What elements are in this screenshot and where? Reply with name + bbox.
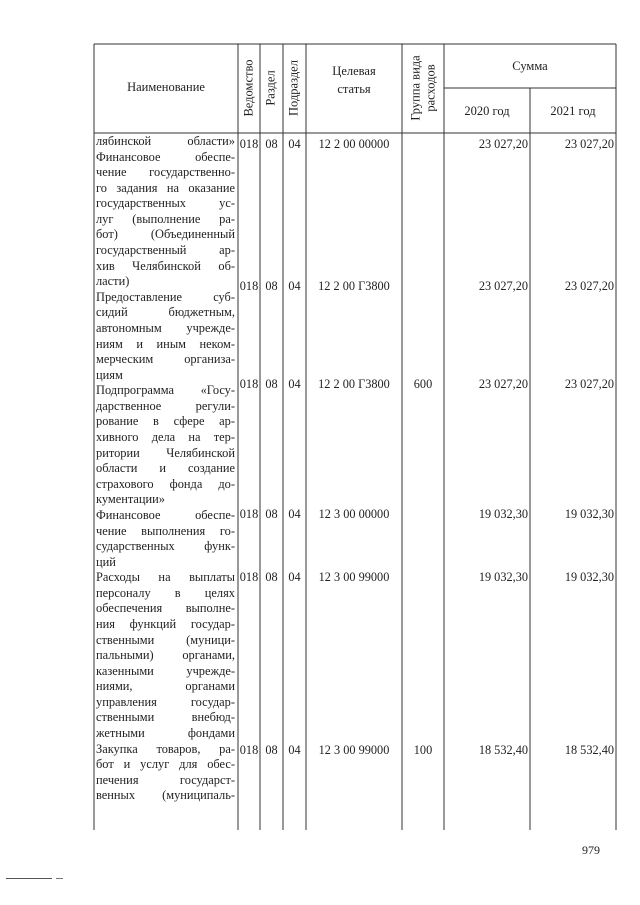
page-number: 979 <box>582 843 600 857</box>
name-line: Закупка товаров, ра- <box>96 741 235 756</box>
name-line: области и создание <box>96 461 235 476</box>
name-line: Расходы на выплаты <box>96 570 235 585</box>
header-group-line1: Группа вида <box>408 55 423 121</box>
name-line: автономным учрежде- <box>96 320 235 335</box>
name-line: ритории Челябинской <box>96 445 235 460</box>
name-line: го задания на оказание <box>96 180 235 195</box>
name-line: кументации» <box>96 492 166 507</box>
name-line: жетными фондами <box>96 726 235 741</box>
cell-sum-2020: 23 027,20 <box>478 137 528 151</box>
cell-target: 12 3 00 99000 <box>318 570 390 584</box>
name-line: печения государст- <box>96 772 235 787</box>
name-line: казенными учрежде- <box>96 663 235 678</box>
name-line: рование в сфере ар- <box>96 414 235 429</box>
name-line: пальными) органами, <box>96 648 235 663</box>
cell-sum-2021: 19 032,30 <box>564 507 614 521</box>
name-line: государственный ар- <box>96 243 235 258</box>
cell-target: 12 2 00 Г3800 <box>318 377 390 391</box>
footer-rule-short <box>56 878 63 879</box>
name-line: дарственное регули- <box>96 398 235 413</box>
cell-sum-2021: 23 027,20 <box>564 137 614 151</box>
name-line: бот) (Объединенный <box>96 227 235 242</box>
cell-sum-2021: 18 532,40 <box>564 743 614 757</box>
name-line: Финансовое обеспе- <box>96 149 235 164</box>
cell-vedomstvo: 018 <box>239 377 259 391</box>
header-year-2021: 2021 год <box>550 104 596 118</box>
cell-podrazdel: 04 <box>288 743 301 757</box>
cell-podrazdel: 04 <box>288 570 301 584</box>
name-line: управления государ- <box>96 694 235 709</box>
cell-target: 12 3 00 00000 <box>318 507 390 521</box>
cell-podrazdel: 04 <box>288 507 301 521</box>
name-line: луг (выполнение ра- <box>96 211 235 226</box>
cell-sum-2021: 23 027,20 <box>564 279 614 293</box>
name-line: лябинской области» <box>96 134 235 148</box>
cell-podrazdel: 04 <box>288 279 301 293</box>
header-name: Наименование <box>127 80 205 94</box>
name-line: ния функций государ- <box>96 616 235 631</box>
name-line: бот и услуг для обес- <box>96 757 235 772</box>
cell-group: 100 <box>413 743 433 757</box>
name-line: чение государственно- <box>96 165 235 180</box>
cell-target: 12 2 00 Г3800 <box>318 279 390 293</box>
name-line: ственными (муници- <box>96 632 235 647</box>
cell-razdel: 08 <box>265 377 278 391</box>
cell-podrazdel: 04 <box>288 377 301 391</box>
name-line: циям <box>96 367 123 382</box>
header-vedomstvo: Ведомство <box>241 59 256 117</box>
header-target-line2: статья <box>337 82 371 96</box>
name-line: ций <box>96 554 116 569</box>
name-line: сидий бюджетным, <box>96 305 235 320</box>
cell-podrazdel: 04 <box>288 137 301 151</box>
cell-razdel: 08 <box>265 279 278 293</box>
name-line: сударственных функ- <box>96 539 235 554</box>
cell-razdel: 08 <box>265 743 278 757</box>
name-line: страхового фонда до- <box>96 476 235 491</box>
name-line: Подпрограмма «Госу- <box>96 383 235 398</box>
cell-target: 12 3 00 99000 <box>318 743 390 757</box>
cell-razdel: 08 <box>265 507 278 521</box>
name-line: ниями, органами <box>96 679 235 694</box>
name-line: мерческим организа- <box>96 352 235 367</box>
name-line: хив Челябинской об- <box>96 258 235 273</box>
cell-sum-2021: 23 027,20 <box>564 377 614 391</box>
footer-rule <box>6 878 52 879</box>
cell-razdel: 08 <box>265 137 278 151</box>
name-line: ственными внебюд- <box>96 710 235 725</box>
name-line: ниям и иным неком- <box>96 336 235 351</box>
name-line: хивного дела на тер- <box>96 430 235 445</box>
cell-sum-2021: 19 032,30 <box>564 570 614 584</box>
cell-sum-2020: 18 532,40 <box>478 743 528 757</box>
name-line: обеспечения выполне- <box>96 601 235 616</box>
cell-vedomstvo: 018 <box>239 279 259 293</box>
cell-target: 12 2 00 00000 <box>318 137 390 151</box>
cell-vedomstvo: 018 <box>239 137 259 151</box>
name-line: персоналу в целях <box>96 585 235 600</box>
cell-group: 600 <box>413 377 433 391</box>
cell-sum-2020: 19 032,30 <box>478 570 528 584</box>
header-sum: Сумма <box>512 59 548 73</box>
header-target-line1: Целевая <box>332 64 376 78</box>
cell-razdel: 08 <box>265 570 278 584</box>
cell-vedomstvo: 018 <box>239 743 259 757</box>
cell-sum-2020: 19 032,30 <box>478 507 528 521</box>
name-line: венных (муниципаль- <box>96 788 235 803</box>
cell-vedomstvo: 018 <box>239 570 259 584</box>
header-razdel: Раздел <box>263 70 278 106</box>
name-line: ласти) <box>96 274 130 289</box>
header-group-line2: расходов <box>423 64 438 112</box>
header-year-2020: 2020 год <box>464 104 510 118</box>
cell-sum-2020: 23 027,20 <box>478 377 528 391</box>
name-line: чение выполнения го- <box>96 523 235 538</box>
cell-vedomstvo: 018 <box>239 507 259 521</box>
header-podrazdel: Подраздел <box>286 60 301 116</box>
name-line: Предоставление суб- <box>96 289 235 304</box>
name-line: Финансовое обеспе- <box>96 507 235 522</box>
name-line: государственных ус- <box>96 196 235 211</box>
cell-sum-2020: 23 027,20 <box>478 279 528 293</box>
